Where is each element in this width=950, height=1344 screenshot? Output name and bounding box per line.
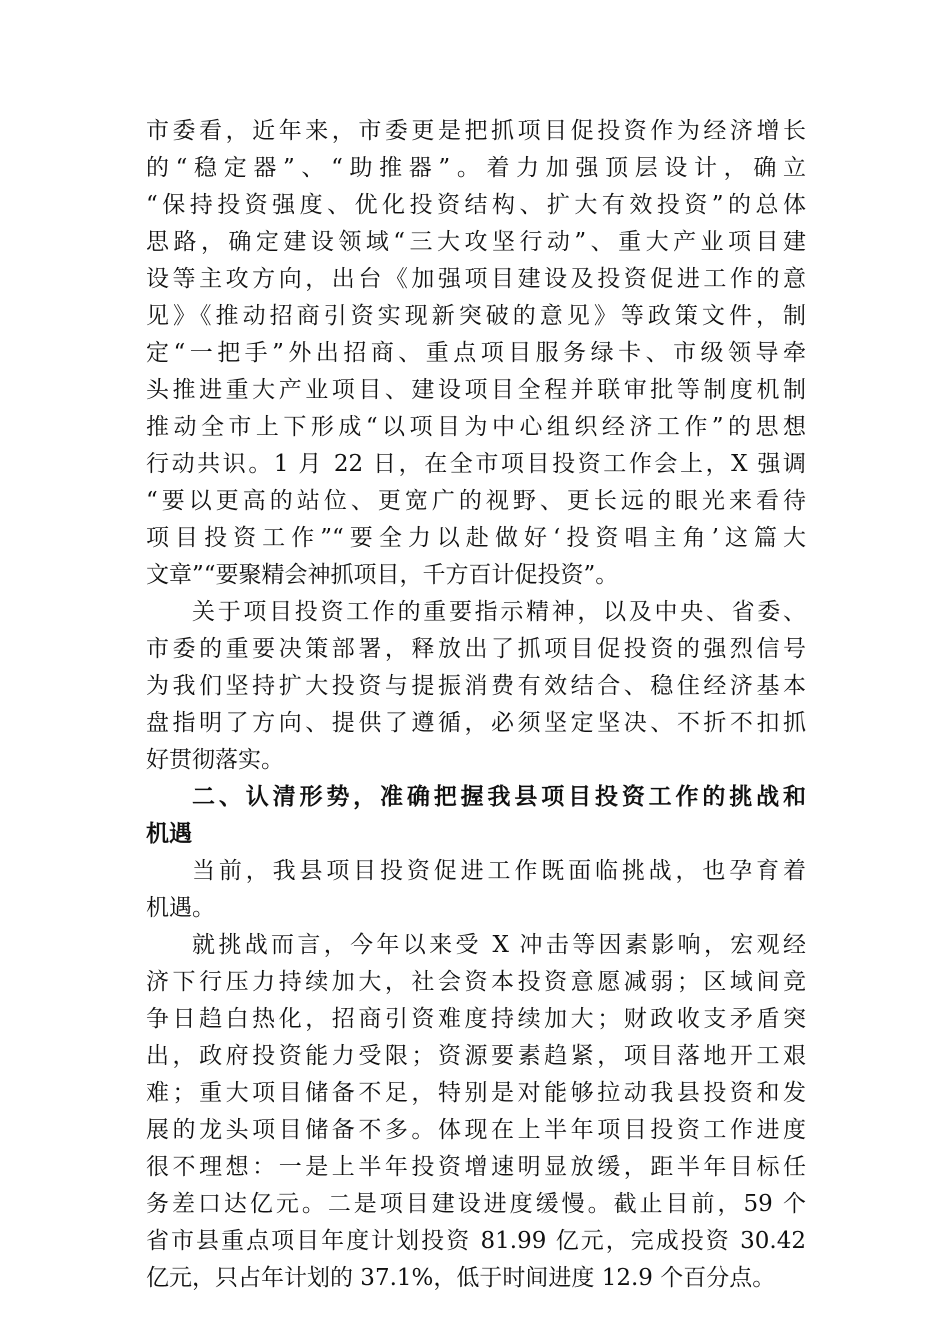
- text-line: 机遇。: [146, 895, 215, 921]
- document-page: [146, 113, 806, 1297]
- text-line: 思路，确定建设领域“三大攻坚行动”、重大产业项目建: [146, 229, 806, 255]
- text-line: 省市县重点项目年度计划投资 81.99 亿元，完成投资 30.42: [146, 1228, 806, 1254]
- text-line: 的“稳定器”、“助推器”。着力加强顶层设计，确立: [146, 155, 806, 181]
- text-line: 当前，我县项目投资促进工作既面临挑战，也孕育着: [192, 858, 806, 884]
- text-line: 项目投资工作”“要全力以赴做好‘投资唱主角’这篇大: [146, 525, 806, 551]
- text-line: 头推进重大产业项目、建设项目全程并联审批等制度机制: [146, 377, 806, 403]
- heading-line: 二、认清形势，准确把握我县项目投资工作的挑战和: [192, 784, 806, 810]
- text-line: 文章”“要聚精会神抓项目，千方百计促投资”。: [146, 562, 619, 588]
- text-line: 市委的重要决策部署，释放出了抓项目促投资的强烈信号: [146, 636, 806, 662]
- text-line: 展的龙头项目储备不多。体现在上半年项目投资工作进度: [146, 1117, 806, 1143]
- text-line: “保持投资强度、优化投资结构、扩大有效投资”的总体: [146, 192, 806, 218]
- text-line: 好贯彻落实。: [146, 747, 284, 773]
- text-line: “要以更高的站位、更宽广的视野、更长远的眼光来看待: [146, 488, 806, 514]
- text-line: 出，政府投资能力受限；资源要素趋紧，项目落地开工艰: [146, 1043, 806, 1069]
- text-line: 务差口达亿元。二是项目建设进度缓慢。截止目前，59 个: [146, 1191, 806, 1217]
- paragraph-2: [146, 594, 806, 779]
- text-line: 定“一把手”外出招商、重点项目服务绿卡、市级领导牵: [146, 340, 806, 366]
- text-line: 见》《推动招商引资实现新突破的意见》等政策文件，制: [146, 303, 806, 329]
- paragraph-4: [146, 927, 806, 1297]
- text-line: 盘指明了方向、提供了遵循，必须坚定坚决、不折不扣抓: [146, 710, 806, 736]
- paragraph-1: [146, 113, 806, 594]
- text-line: 难；重大项目储备不足，特别是对能够拉动我县投资和发: [146, 1080, 806, 1106]
- text-line: 市委看，近年来，市委更是把抓项目促投资作为经济增长: [146, 118, 806, 144]
- text-line: 亿元，只占年计划的 37.1%，低于时间进度 12.9 个百分点。: [146, 1265, 776, 1291]
- text-line: 关于项目投资工作的重要指示精神，以及中央、省委、: [192, 599, 806, 625]
- paragraph-3: [146, 853, 806, 927]
- text-line: 为我们坚持扩大投资与提振消费有效结合、稳住经济基本: [146, 673, 806, 699]
- section-heading: [146, 779, 806, 853]
- text-line: 行动共识。1 月 22 日，在全市项目投资工作会上，X 强调: [146, 451, 806, 477]
- text-line: 争日趋白热化，招商引资难度持续加大；财政收支矛盾突: [146, 1006, 806, 1032]
- text-line: 济下行压力持续加大，社会资本投资意愿减弱；区域间竞: [146, 969, 806, 995]
- text-line: 很不理想：一是上半年投资增速明显放缓，距半年目标任: [146, 1154, 806, 1180]
- text-line: 推动全市上下形成“以项目为中心组织经济工作”的思想: [146, 414, 806, 440]
- text-line: 就挑战而言，今年以来受 X 冲击等因素影响，宏观经: [192, 932, 806, 958]
- text-line: 设等主攻方向，出台《加强项目建设及投资促进工作的意: [146, 266, 806, 292]
- heading-line: 机遇: [146, 821, 192, 847]
